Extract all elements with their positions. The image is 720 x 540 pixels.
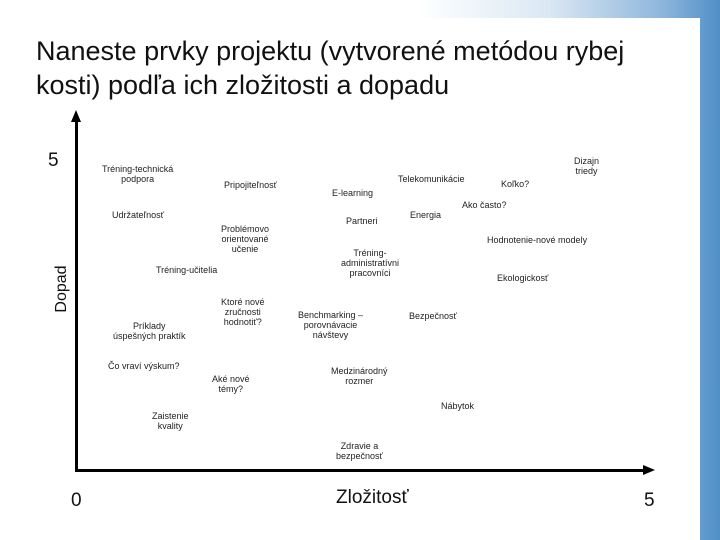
y-axis-max-label: 5 <box>48 150 59 171</box>
item-medzinarodny-rozmer: Medzinárodný rozmer <box>331 366 388 386</box>
item-partneri: Partneri <box>346 216 378 226</box>
x-axis-title: Zložitosť <box>336 487 409 508</box>
origin-label: 0 <box>71 490 82 511</box>
item-zdravie-a-bezpecnost: Zdravie a bezpečnosť <box>336 441 383 461</box>
y-axis-arrow <box>71 110 81 122</box>
item-ekologickost: Ekologickosť <box>497 273 549 283</box>
item-zaistenie-kvality: Zaistenie kvality <box>152 411 189 431</box>
item-problemovo-orientovane-ucenie: Problémovo orientované učenie <box>221 224 270 254</box>
item-dizajn-triedy: Dizajn triedy <box>574 156 600 176</box>
item-kolko: Koľko? <box>501 179 530 189</box>
item-bezpecnost: Bezpečnosť <box>409 311 457 321</box>
item-priklady-uspesnych-praktik: Príklady úspešných praktík <box>113 321 186 341</box>
item-benchmarking: Benchmarking – porovnávacie návštevy <box>298 310 364 340</box>
y-axis-title: Dopad <box>53 265 70 313</box>
item-pripojitelnost: Pripojiteľnosť <box>224 180 278 190</box>
item-energia: Energia <box>410 210 442 220</box>
item-trening-ucitelia: Tréning-učitelia <box>156 265 218 275</box>
item-trening-administrativni-pracovnici: Tréning- administratívni pracovníci <box>341 248 400 278</box>
x-axis-line <box>75 469 647 472</box>
x-axis-arrow <box>643 465 655 475</box>
slide-title: Naneste prvky projektu (vytvorené metódou rybej kosti) podľa ich zložitosti a dopadu <box>36 36 625 100</box>
item-co-vravi-vyskum: Čo vraví výskum? <box>108 361 180 371</box>
item-trening-technicka-podpora: Tréning-technická podpora <box>102 164 174 184</box>
item-ake-nove-temy: Aké nové témy? <box>212 374 250 394</box>
item-telekomunikacie: Telekomunikácie <box>398 174 465 184</box>
x-axis-max-label: 5 <box>644 490 655 511</box>
y-axis-line <box>75 120 78 472</box>
item-udrzatelnost: Udržateľnosť <box>112 210 165 220</box>
item-hodnotenie-nove-modely: Hodnotenie-nové modely <box>487 235 588 245</box>
item-ako-casto: Ako často? <box>462 200 507 210</box>
item-e-learning: E-learning <box>332 188 374 198</box>
item-nabytok: Nábytok <box>441 401 475 411</box>
item-ktore-nove-zrucnosti: Ktoré nové zručnosti hodnotiť? <box>221 297 265 327</box>
